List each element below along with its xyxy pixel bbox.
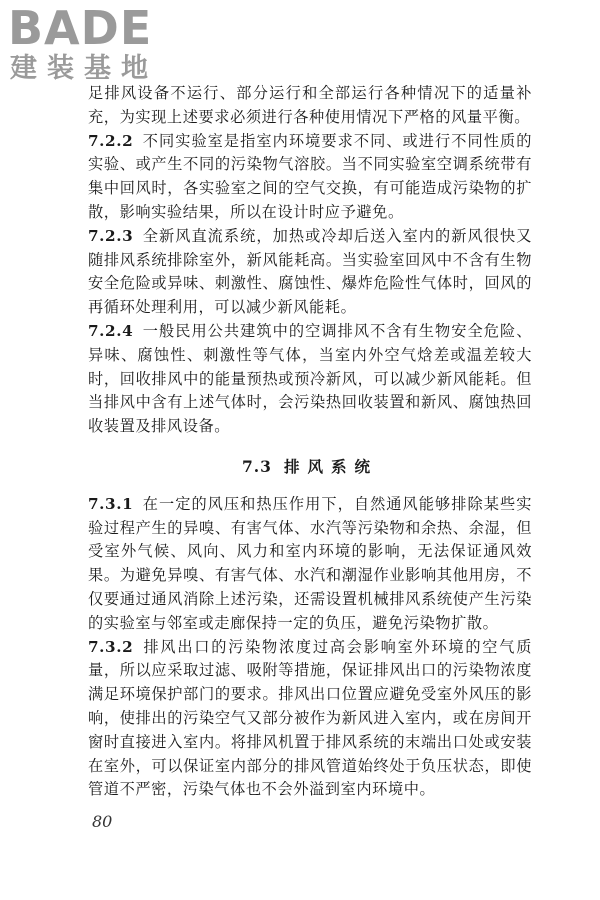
section-heading (88, 455, 532, 479)
clause-7-2-2 (88, 130, 532, 225)
clause-text: 排风出口的污染物浓度过高会影响室外环境的空气质量，所以应采取过滤、吸附等措施，保证排风出口的污染物浓度满足环境保护部门的要求。排风出口位置应避免受室外风压的影响，使排出的污染空气又部分被作为新风进入室内，或在房间开窗时直接进入室内。将排风机置于排风系统的末端出口处或安装在室外，可以保证室内部分的排风管道始终处于负压状态，即使管道不严密，污染气体也不会外溢到室内环境中。 (88, 637, 532, 799)
paragraph-text: 足排风设备不运行、部分运行和全部运行各种情况下的适量补充，为实现上述要求必须进行各种使用情况下严格的风量平衡。 (88, 84, 532, 126)
paragraph-continued (88, 82, 532, 130)
clause-text: 一般民用公共建筑中的空调排风不含有生物安全危险、异味、腐蚀性、刺激性等气体，当室内外空气焓差或温差较大时，回收排风中的能量预热或预冷新风，可以减少新风能耗。但当排风中含有上述气体时，会污染热回收装置和新风、腐蚀热回收装置及排风设备。 (88, 321, 532, 436)
watermark-chinese-text: 建装基地 (10, 53, 158, 84)
watermark-logo (8, 1, 178, 84)
clause-text: 不同实验室是指室内环境要求不同、或进行不同性质的实验、或产生不同的污染物气溶胶。当不同实验室空调系统带有集中回风时，各实验室之间的空气交换，有可能造成污染物的扩散，影响实验结果，所以在设计时应予避免。 (88, 131, 532, 221)
clause-text: 全新风直流系统，加热或冷却后送入室内的新风很快又随排风系统排除室外，新风能耗高。当实验室回风中不含有生物安全危险或异味、刺激性、腐蚀性、爆炸危险性气体时，回风的再循环处理利用，可以减少新风能耗。 (88, 226, 532, 317)
clause-text: 在一定的风压和热压作用下，自然通风能够排除某些实验过程产生的异嗅、有害气体、水汽等污染物和余热、余湿，但受室外气候、风向、风力和室内环境的影响，无法保证通风效果。为避免异嗅、有害气体、水汽和潮湿作业影响其他用房，不仅要通过通风消除上述污染，还需设置机械排风系统使产生污染的实验室与邻室或走廊保持一定的负压，避免污染物扩散。 (88, 494, 532, 632)
clause-7-3-2 (88, 636, 532, 803)
clause-number: 7.3.2 (88, 637, 134, 656)
clause-number: 7.3.1 (88, 494, 134, 513)
clause-number: 7.2.4 (88, 321, 134, 340)
clause-7-2-4 (88, 320, 532, 439)
clause-7-2-3 (88, 225, 532, 320)
section-title: 排风系统 (283, 456, 378, 476)
document-body (88, 82, 532, 802)
clause-7-3-1 (88, 493, 532, 636)
page-number: 80 (92, 812, 113, 831)
clause-number: 7.2.2 (88, 131, 134, 150)
watermark-latin-text: BADE (8, 1, 153, 55)
section-number: 7.3 (242, 456, 272, 476)
clause-number: 7.2.3 (88, 226, 134, 245)
